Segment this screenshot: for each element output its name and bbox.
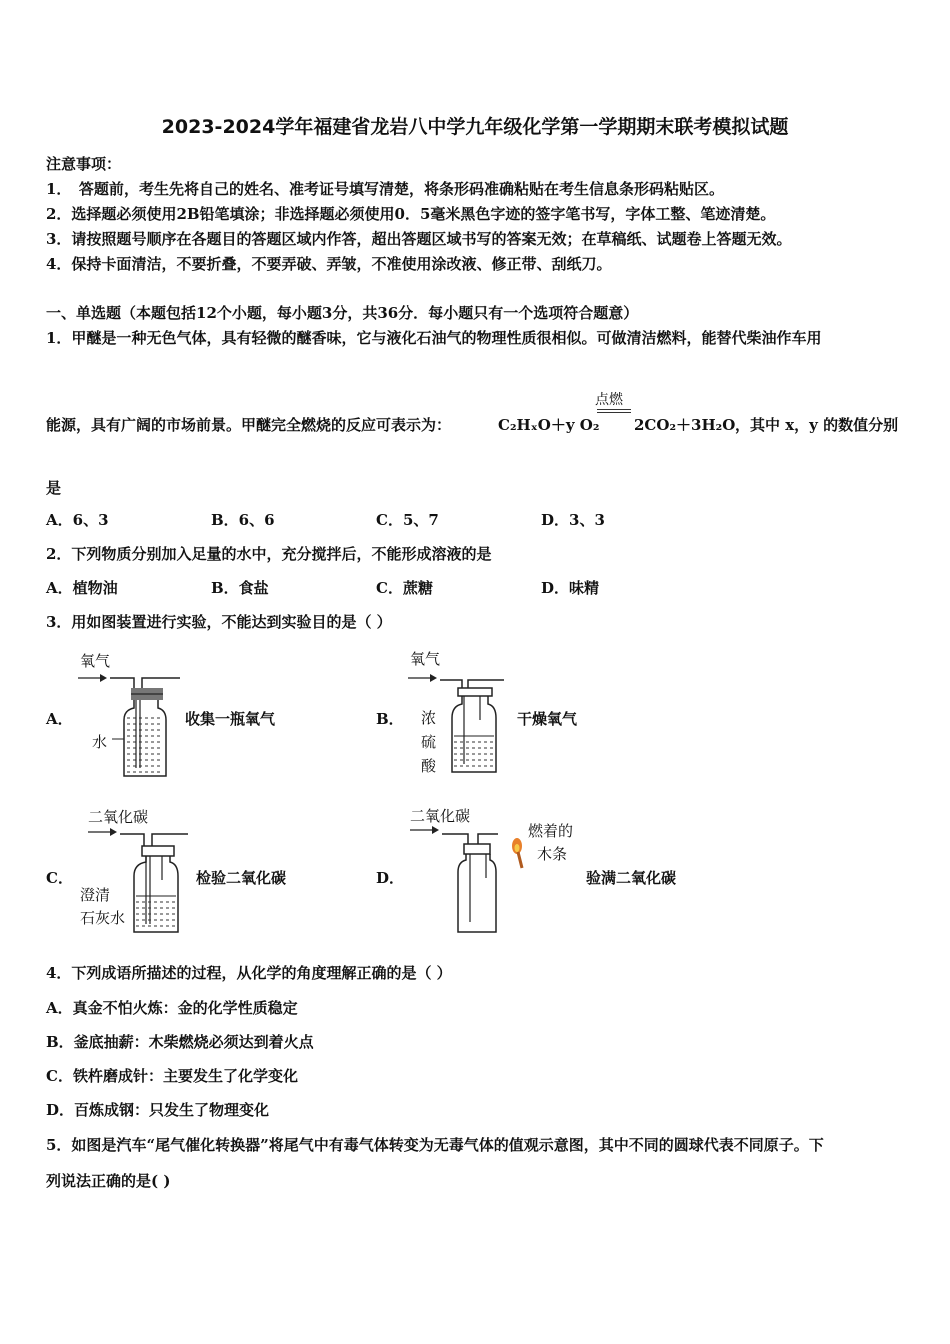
match-label: 木条 [537, 845, 568, 863]
option-d: D．味精 [541, 579, 600, 597]
equation-line [597, 409, 631, 410]
q1-stem-line2 [46, 414, 451, 435]
option-d: D．3、3 [541, 511, 605, 529]
gas-label: 氧气 [80, 652, 111, 670]
option-d-letter: D． [376, 869, 405, 887]
option-d: D．百炼成钢：只发生了物理变化 [46, 1101, 270, 1119]
option-c: C．蔗糖 [376, 579, 433, 597]
gas-full-test-apparatus [406, 822, 536, 936]
gas-label: 二氧化碳 [88, 808, 149, 826]
q5-stem-line1: 5．如图是汽车“尾气催化转换器”将尾气中有毒气体转变为无毒气体的值观示意图，其中不同的圆球代表不同原子。下 [46, 1136, 824, 1154]
notice-heading: 注意事项： [46, 155, 122, 173]
q4-stem: 4．下列成语所描述的过程，从化学的角度理解正确的是（ ） [46, 964, 452, 982]
option-b-letter: B． [376, 710, 404, 728]
option-b: B．釜底抽薪：木柴燃烧必须达到着火点 [46, 1033, 314, 1051]
liquid-label: 浓 [421, 709, 437, 727]
option-a: A．6、3 [46, 511, 109, 529]
equation-line [597, 412, 631, 413]
notice-item: 1． 答题前，考生先将自己的姓名、准考证号填写清楚，将条形码准确粘贴在考生信息条形码粘贴区。 [46, 180, 724, 198]
page-title: 2023-2024学年福建省龙岩八中学九年级化学第一学期期末联考模拟试题 [161, 116, 789, 138]
liquid-label: 石灰水 [80, 909, 126, 927]
q1-stem-line3: 是 [46, 479, 62, 497]
option-c-letter: C． [46, 869, 73, 887]
notice-item: 2．选择题必须使用2B铅笔填涂；非选择题必须使用0．5毫米黑色字迹的签字笔书写，字体工整、笔迹清楚。 [46, 205, 776, 223]
option-a: A．植物油 [46, 579, 118, 597]
option-b: B．6、6 [211, 511, 275, 529]
equation-right: 2CO₂＋3H₂O [634, 416, 736, 434]
caption: 收集一瓶氧气 [185, 710, 276, 728]
liquid-label: 澄清 [80, 886, 111, 904]
liquid-label: 酸 [421, 757, 437, 775]
q5-stem-line2: 列说法正确的是( ) [46, 1172, 171, 1190]
gas-label: 氧气 [410, 650, 441, 668]
option-a-letter: A． [46, 710, 73, 728]
liquid-label: 硫 [421, 733, 437, 751]
caption: 检验二氧化碳 [196, 869, 287, 887]
notice-item: 3．请按照题号顺序在各题目的答题区域内作答，超出答题区域书写的答案无效；在草稿纸、试题卷上答题无效。 [46, 230, 792, 248]
gas-collection-apparatus [76, 668, 186, 780]
q1-stem-line1: 1．甲醚是一种无色气体，具有轻微的醚香味，它与液化石油气的物理性质很相似。可做清洁燃料，能替代柴油作车用 [46, 329, 822, 347]
caption: 验满二氧化碳 [586, 869, 677, 887]
option-b: B．食盐 [211, 579, 269, 597]
q3-stem: 3．用如图装置进行实验，不能达到实验目的是（ ） [46, 613, 392, 631]
q1-stem-text: 能源，具有广阔的市场前景。甲醚完全燃烧的反应可表示为： [46, 416, 452, 434]
match-label: 燃着的 [528, 822, 574, 840]
option-a: A．真金不怕火炼：金的化学性质稳定 [46, 999, 298, 1017]
equation-left: C₂HₓO＋y O₂ [498, 416, 600, 434]
caption: 干燥氧气 [517, 710, 578, 728]
section-heading: 一、单选题（本题包括12个小题，每小题3分，共36分．每小题只有一个选项符合题意） [46, 304, 639, 322]
gas-test-apparatus [86, 824, 196, 936]
option-c: C．5、7 [376, 511, 439, 529]
liquid-label: 水 [92, 733, 108, 751]
reaction-condition: 点燃 [595, 392, 623, 408]
notice-item: 4．保持卡面清洁，不要折叠，不要弄破、弄皱，不准使用涂改液、修正带、刮纸刀。 [46, 255, 612, 273]
gas-drying-apparatus [406, 668, 516, 780]
q2-stem: 2．下列物质分别加入足量的水中，充分搅拌后，不能形成溶液的是 [46, 545, 492, 563]
option-c: C．铁杵磨成针：主要发生了化学变化 [46, 1067, 298, 1085]
gas-label: 二氧化碳 [410, 807, 471, 825]
q1-stem-text: ，其中 x，y 的数值分别 [735, 416, 899, 434]
